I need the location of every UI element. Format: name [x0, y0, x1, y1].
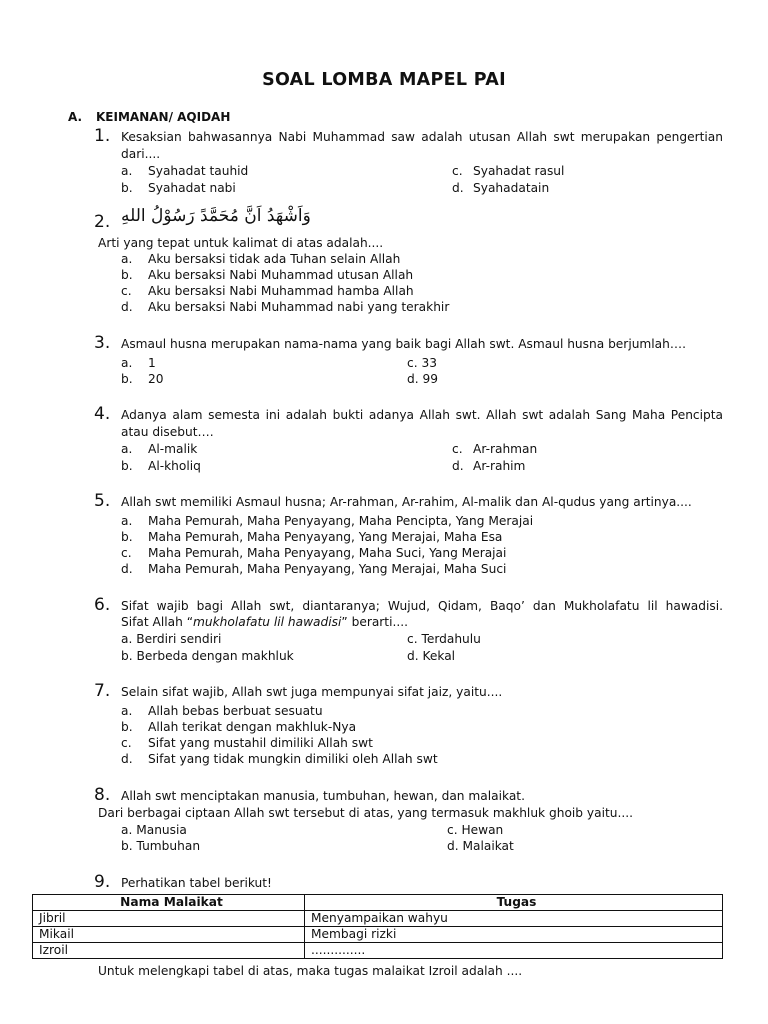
option-c: c. 33 — [407, 356, 437, 370]
question-number-4: 4. — [94, 404, 111, 424]
question-4-text-line1: Adanya alam semesta ini adalah bukti adanya Allah swt. Allah swt adalah Sang Maha Pencipta — [121, 408, 723, 422]
question-number-9: 9. — [94, 872, 111, 892]
table-row — [33, 927, 723, 943]
option-c: Aku bersaksi Nabi Muhammad hamba Allah — [148, 284, 414, 298]
option-c: Sifat yang mustahil dimiliki Allah swt — [148, 736, 373, 750]
question-number-1: 1. — [94, 126, 111, 146]
option-label-d: d. — [452, 181, 464, 195]
option-c: c. Hewan — [447, 823, 504, 837]
option-label-d: d. — [452, 459, 464, 473]
option-label-d: d. — [121, 562, 133, 576]
option-label-a: a. — [121, 704, 133, 718]
option-c: Maha Pemurah, Maha Penyayang, Maha Suci, Yang Merajai — [148, 546, 507, 560]
question-6-text-line2 — [121, 615, 408, 629]
option-b: Allah terikat dengan makhluk-Nya — [148, 720, 357, 734]
option-d: d. Malaikat — [447, 839, 514, 853]
question-number-8: 8. — [94, 785, 111, 805]
option-label-c: c. — [121, 736, 132, 750]
question-number-6: 6. — [94, 595, 111, 615]
table-cell-tugas: Membagi rizki — [305, 927, 723, 943]
option-label-a: a. — [121, 514, 133, 528]
option-b: b. Tumbuhan — [121, 839, 201, 853]
question-6-text-pre: Sifat Allah “ — [121, 615, 194, 629]
option-label-c: c. — [121, 284, 132, 298]
option-label-c: c. — [452, 164, 463, 178]
option-a: a. Berdiri sendiri — [121, 632, 222, 646]
table-header-tugas: Tugas — [305, 895, 723, 911]
option-label-d: d. — [121, 752, 133, 766]
option-label-a: a. — [121, 164, 133, 178]
option-d: d. Kekal — [407, 649, 456, 663]
table-header-row — [33, 895, 723, 911]
option-label-b: b. — [121, 181, 133, 195]
section-letter: A. — [68, 110, 83, 124]
option-d: Maha Pemurah, Maha Penyayang, Yang Merajai, Maha Suci — [148, 562, 507, 576]
option-d: Ar-rahim — [473, 459, 526, 473]
option-label-b: b. — [121, 530, 133, 544]
document-title: SOAL LOMBA MAPEL PAI — [262, 70, 506, 90]
option-b: Maha Pemurah, Maha Penyayang, Yang Merajai, Maha Esa — [148, 530, 503, 544]
option-d: Syahadatain — [473, 181, 550, 195]
option-label-d: d. — [121, 300, 133, 314]
question-6-text-line1: Sifat wajib bagi Allah swt, diantaranya; Wujud, Qidam, Baqo’ dan Mukholafatu lil hawadisi. — [121, 599, 723, 613]
table-cell-tugas: .............. — [305, 943, 723, 959]
option-d: Aku bersaksi Nabi Muhammad nabi yang terakhir — [148, 300, 450, 314]
question-number-3: 3. — [94, 333, 111, 353]
question-7-text: Selain sifat wajib, Allah swt juga mempunyai sifat jaiz, yaitu.... — [121, 685, 503, 699]
option-c: c. Terdahulu — [407, 632, 481, 646]
table-cell-nama: Jibril — [33, 911, 305, 927]
table-cell-nama: Izroil — [33, 943, 305, 959]
question-number-7: 7. — [94, 681, 111, 701]
question-number-5: 5. — [94, 491, 111, 511]
option-a: a. Manusia — [121, 823, 187, 837]
table-row — [33, 911, 723, 927]
question-9-text: Perhatikan tabel berikut! — [121, 876, 272, 890]
option-b: Aku bersaksi Nabi Muhammad utusan Allah — [148, 268, 414, 282]
table-row — [33, 943, 723, 959]
section-title: KEIMANAN/ AQIDAH — [96, 110, 231, 124]
option-c: Ar-rahman — [473, 442, 538, 456]
option-b: 20 — [148, 372, 164, 386]
option-b: Syahadat nabi — [148, 181, 236, 195]
option-a: 1 — [148, 356, 156, 370]
option-label-c: c. — [121, 546, 132, 560]
option-label-b: b. — [121, 372, 133, 386]
option-a: Aku bersaksi tidak ada Tuhan selain Allah — [148, 252, 401, 266]
option-label-a: a. — [121, 252, 133, 266]
option-label-a: a. — [121, 442, 133, 456]
option-a: Al-malik — [148, 442, 198, 456]
malaikat-table — [32, 894, 723, 959]
question-9-followup-text: Untuk melengkapi tabel di atas, maka tugas malaikat Izroil adalah .... — [98, 964, 523, 978]
table-header-nama: Nama Malaikat — [33, 895, 305, 911]
question-1-text-line2: dari.... — [121, 147, 161, 161]
option-label-c: c. — [452, 442, 463, 456]
option-a: Allah bebas berbuat sesuatu — [148, 704, 323, 718]
arabic-shahada-text: وَاَشْهَدُ اَنَّ مُحَمَّدً رَسُوْلُ اللهِ — [121, 206, 311, 226]
option-label-b: b. — [121, 459, 133, 473]
question-8-text-line2: Dari berbagai ciptaan Allah swt tersebut di atas, yang termasuk makhluk ghoib yaitu.... — [98, 806, 633, 820]
option-a: Maha Pemurah, Maha Penyayang, Maha Pencipta, Yang Merajai — [148, 514, 534, 528]
question-3-text: Asmaul husna merupakan nama-nama yang baik bagi Allah swt. Asmaul husna berjumlah…. — [121, 337, 686, 351]
option-label-a: a. — [121, 356, 133, 370]
table-cell-nama: Mikail — [33, 927, 305, 943]
option-c: Syahadat rasul — [473, 164, 565, 178]
question-number-2: 2. — [94, 212, 111, 232]
question-4-text-line2: atau disebut…. — [121, 425, 214, 439]
question-5-text: Allah swt memiliki Asmaul husna; Ar-rahman, Ar-rahim, Al-malik dan Al-qudus yang artinya.... — [121, 495, 692, 509]
question-8-text-line1: Allah swt menciptakan manusia, tumbuhan, hewan, dan malaikat. — [121, 789, 525, 803]
question-2-text: Arti yang tepat untuk kalimat di atas adalah.... — [98, 236, 384, 250]
question-1-text-line1: Kesaksian bahwasannya Nabi Muhammad saw adalah utusan Allah swt merupakan pengertian — [121, 130, 723, 144]
table-cell-tugas: Menyampaikan wahyu — [305, 911, 723, 927]
question-6-text-italic: mukholafatu lil hawadisi — [193, 615, 342, 629]
option-d: d. 99 — [407, 372, 438, 386]
option-b: Al-kholiq — [148, 459, 201, 473]
option-d: Sifat yang tidak mungkin dimiliki oleh Allah swt — [148, 752, 438, 766]
option-label-b: b. — [121, 720, 133, 734]
option-a: Syahadat tauhid — [148, 164, 249, 178]
question-6-text-post: ” berarti.... — [341, 615, 408, 629]
option-label-b: b. — [121, 268, 133, 282]
option-b: b. Berbeda dengan makhluk — [121, 649, 294, 663]
